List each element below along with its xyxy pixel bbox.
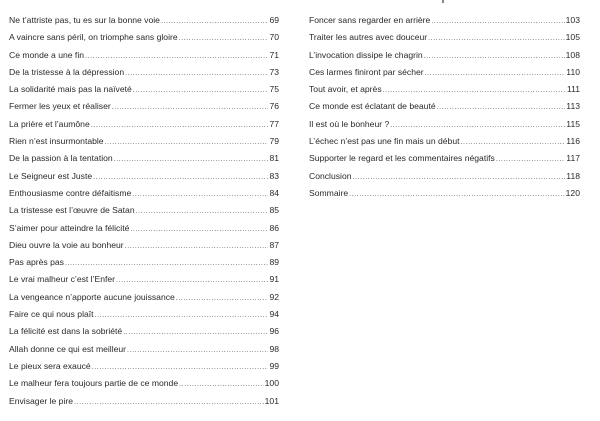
toc-entry-title: Ces larmes finiront par sécher bbox=[309, 66, 424, 77]
toc-entry-page: 111 bbox=[566, 84, 580, 95]
toc-entry[interactable] bbox=[9, 375, 279, 392]
toc-entry-page: 103 bbox=[565, 15, 580, 25]
toc-entry-page: 116 bbox=[566, 136, 580, 147]
toc-entry-page: 77 bbox=[269, 118, 279, 129]
toc-entry-page: 94 bbox=[269, 309, 279, 320]
toc-entry-page: 113 bbox=[566, 101, 580, 112]
toc-dot-leader bbox=[132, 186, 268, 203]
toc-entry-title: Sommaire bbox=[309, 187, 349, 198]
toc-entry[interactable] bbox=[309, 64, 580, 81]
toc-entry[interactable] bbox=[309, 98, 580, 115]
toc-entry-page: 115 bbox=[566, 118, 580, 129]
toc-entry-title: La vengeance n’apporte aucune jouissance bbox=[9, 291, 175, 302]
toc-entry[interactable] bbox=[309, 168, 580, 185]
toc-entry[interactable] bbox=[9, 150, 279, 167]
toc-dot-leader bbox=[92, 359, 269, 376]
toc-dot-leader bbox=[176, 290, 269, 307]
toc-entry-page: 110 bbox=[566, 66, 580, 77]
toc-entry[interactable] bbox=[9, 393, 279, 410]
toc-entry-page: 117 bbox=[566, 153, 580, 164]
toc-entry-page: 91 bbox=[269, 274, 279, 285]
toc-dot-leader bbox=[74, 394, 264, 411]
toc-entry[interactable] bbox=[9, 323, 279, 340]
toc-entry[interactable] bbox=[9, 237, 279, 254]
toc-entry[interactable] bbox=[9, 29, 279, 46]
toc-entry[interactable] bbox=[9, 202, 279, 219]
toc-entry[interactable] bbox=[9, 341, 279, 358]
toc-dot-leader bbox=[179, 30, 269, 47]
toc-dot-leader bbox=[112, 99, 269, 116]
toc-entry[interactable] bbox=[9, 133, 279, 150]
toc-entry-title: Envisager le pire bbox=[9, 395, 74, 406]
toc-entry-title: Le pieux sera exaucé bbox=[9, 360, 91, 371]
toc-entry-page: 96 bbox=[269, 326, 279, 337]
toc-entry[interactable] bbox=[309, 150, 580, 167]
page-edge-mark bbox=[442, 0, 444, 3]
toc-entry-page: 75 bbox=[269, 84, 279, 95]
toc-entry-page: 100 bbox=[264, 378, 279, 389]
toc-entry-title: Enthousiasme contre défaitisme bbox=[9, 187, 132, 198]
toc-entry-page: 101 bbox=[264, 395, 279, 406]
toc-entry-title: La solidarité mais pas la naïveté bbox=[9, 84, 132, 95]
toc-column-right bbox=[309, 12, 580, 202]
toc-entry[interactable] bbox=[309, 81, 580, 98]
toc-entry-title: L’invocation dissipe le chagrin bbox=[309, 49, 423, 60]
toc-entry-title: A vaincre sans péril, on triomphe sans gloire bbox=[9, 32, 178, 43]
toc-entry-page: 76 bbox=[269, 101, 279, 112]
toc-dot-leader bbox=[383, 82, 566, 99]
toc-dot-leader bbox=[437, 99, 566, 116]
toc-entry-title: Faire ce qui nous plaît bbox=[9, 309, 94, 320]
toc-entry-title: Traiter les autres avec douceur bbox=[309, 32, 428, 43]
toc-dot-leader bbox=[105, 134, 269, 151]
toc-entry-page: 84 bbox=[269, 187, 279, 198]
toc-dot-leader bbox=[431, 13, 564, 30]
toc-dot-leader bbox=[136, 203, 269, 220]
toc-dot-leader bbox=[91, 117, 269, 134]
toc-entry-title: Le vrai malheur c’est l’Enfer bbox=[9, 274, 116, 285]
toc-entry[interactable] bbox=[9, 220, 279, 237]
toc-entry-page: 99 bbox=[269, 360, 279, 371]
toc-entry-page: 108 bbox=[565, 49, 580, 60]
toc-entry[interactable] bbox=[9, 358, 279, 375]
toc-dot-leader bbox=[93, 169, 268, 186]
toc-dot-leader bbox=[133, 82, 269, 99]
toc-column-left bbox=[9, 12, 279, 410]
toc-entry-page: 71 bbox=[269, 49, 279, 60]
toc-dot-leader bbox=[116, 272, 268, 289]
toc-entry-page: 79 bbox=[269, 136, 279, 147]
toc-entry[interactable] bbox=[9, 254, 279, 271]
toc-entry-page: 118 bbox=[566, 170, 580, 181]
toc-dot-leader bbox=[353, 169, 566, 186]
toc-entry-page: 70 bbox=[269, 32, 279, 43]
toc-entry-page: 69 bbox=[269, 15, 279, 25]
toc-dot-leader bbox=[424, 48, 565, 65]
toc-entry-page: 120 bbox=[565, 187, 580, 198]
toc-entry[interactable] bbox=[9, 168, 279, 185]
toc-dot-leader bbox=[125, 238, 269, 255]
toc-entry-title: Dieu ouvre la voie au bonheur bbox=[9, 239, 124, 250]
toc-dot-leader bbox=[349, 186, 564, 203]
toc-entry-title: La prière et l’aumône bbox=[9, 118, 90, 129]
toc-dot-leader bbox=[428, 30, 565, 47]
toc-entry-page: 87 bbox=[269, 239, 279, 250]
toc-entry-title: Fermer les yeux et réaliser bbox=[9, 101, 111, 112]
toc-dot-leader bbox=[125, 65, 268, 82]
toc-entry[interactable] bbox=[309, 47, 580, 64]
toc-entry[interactable] bbox=[309, 29, 580, 46]
toc-entry[interactable] bbox=[309, 185, 580, 202]
toc-entry-title: Tout avoir, et après bbox=[309, 84, 382, 95]
toc-dot-leader bbox=[123, 324, 268, 341]
toc-entry[interactable] bbox=[9, 306, 279, 323]
toc-entry-title: L’échec n’est pas une fin mais un début bbox=[309, 136, 460, 147]
toc-dot-leader bbox=[390, 117, 565, 134]
toc-entry-title: Le malheur fera toujours partie de ce monde bbox=[9, 378, 179, 389]
toc-entry-title: Foncer sans regarder en arrière bbox=[309, 15, 431, 25]
toc-entry-page: 73 bbox=[269, 66, 279, 77]
toc-dot-leader bbox=[95, 307, 269, 324]
toc-entry[interactable] bbox=[9, 81, 279, 98]
toc-entry-title: Ce monde a une fin bbox=[9, 49, 85, 60]
toc-dot-leader bbox=[496, 151, 565, 168]
toc-entry-page: 85 bbox=[269, 205, 279, 216]
toc-entry-title: Supporter le regard et les commentaires négatifs bbox=[309, 153, 495, 164]
toc-entry-page: 86 bbox=[269, 222, 279, 233]
toc-dot-leader bbox=[85, 48, 268, 65]
toc-entry[interactable] bbox=[309, 116, 580, 133]
toc-entry-title: De la tristesse à la dépression bbox=[9, 66, 125, 77]
toc-dot-leader bbox=[114, 151, 269, 168]
toc-entry[interactable] bbox=[9, 271, 279, 288]
toc-entry[interactable] bbox=[9, 185, 279, 202]
toc-entry-page: 105 bbox=[565, 32, 580, 43]
toc-entry[interactable] bbox=[309, 12, 580, 29]
toc-entry-title: Rien n’est insurmontable bbox=[9, 136, 104, 147]
toc-entry-title: S’aimer pour atteindre la félicité bbox=[9, 222, 130, 233]
toc-entry-title: Il est où le bonheur ? bbox=[309, 118, 390, 129]
toc-entry-title: Allah donne ce qui est meilleur bbox=[9, 343, 127, 354]
toc-entry[interactable] bbox=[9, 64, 279, 81]
toc-dot-leader bbox=[127, 342, 268, 359]
toc-entry[interactable] bbox=[9, 12, 279, 29]
toc-entry-title: Ce monde est éclatant de beauté bbox=[309, 101, 436, 112]
toc-entry[interactable] bbox=[309, 133, 580, 150]
toc-entry-title: Pas après pas bbox=[9, 257, 64, 268]
toc-dot-leader bbox=[461, 134, 566, 151]
toc-entry-title: De la passion à la tentation bbox=[9, 153, 113, 164]
toc-entry-title: Le Seigneur est Juste bbox=[9, 170, 93, 181]
toc-entry-title: Ne t’attriste pas, tu es sur la bonne voie bbox=[9, 15, 160, 25]
toc-entry-title: La félicité est dans la sobriété bbox=[9, 326, 123, 337]
toc-entry[interactable] bbox=[9, 98, 279, 115]
toc-entry[interactable] bbox=[9, 289, 279, 306]
toc-entry[interactable] bbox=[9, 47, 279, 64]
toc-entry-title: Conclusion bbox=[309, 170, 352, 181]
toc-entry-page: 89 bbox=[269, 257, 279, 268]
toc-entry-page: 83 bbox=[269, 170, 279, 181]
toc-entry-page: 98 bbox=[269, 343, 279, 354]
toc-dot-leader bbox=[65, 255, 269, 272]
toc-entry-page: 81 bbox=[269, 153, 279, 164]
toc-entry-title: La tristesse est l’œuvre de Satan bbox=[9, 205, 135, 216]
toc-dot-leader bbox=[161, 13, 268, 30]
toc-dot-leader bbox=[130, 221, 268, 238]
toc-dot-leader bbox=[179, 376, 264, 393]
toc-dot-leader bbox=[425, 65, 566, 82]
toc-entry-page: 92 bbox=[269, 291, 279, 302]
toc-entry[interactable] bbox=[9, 116, 279, 133]
